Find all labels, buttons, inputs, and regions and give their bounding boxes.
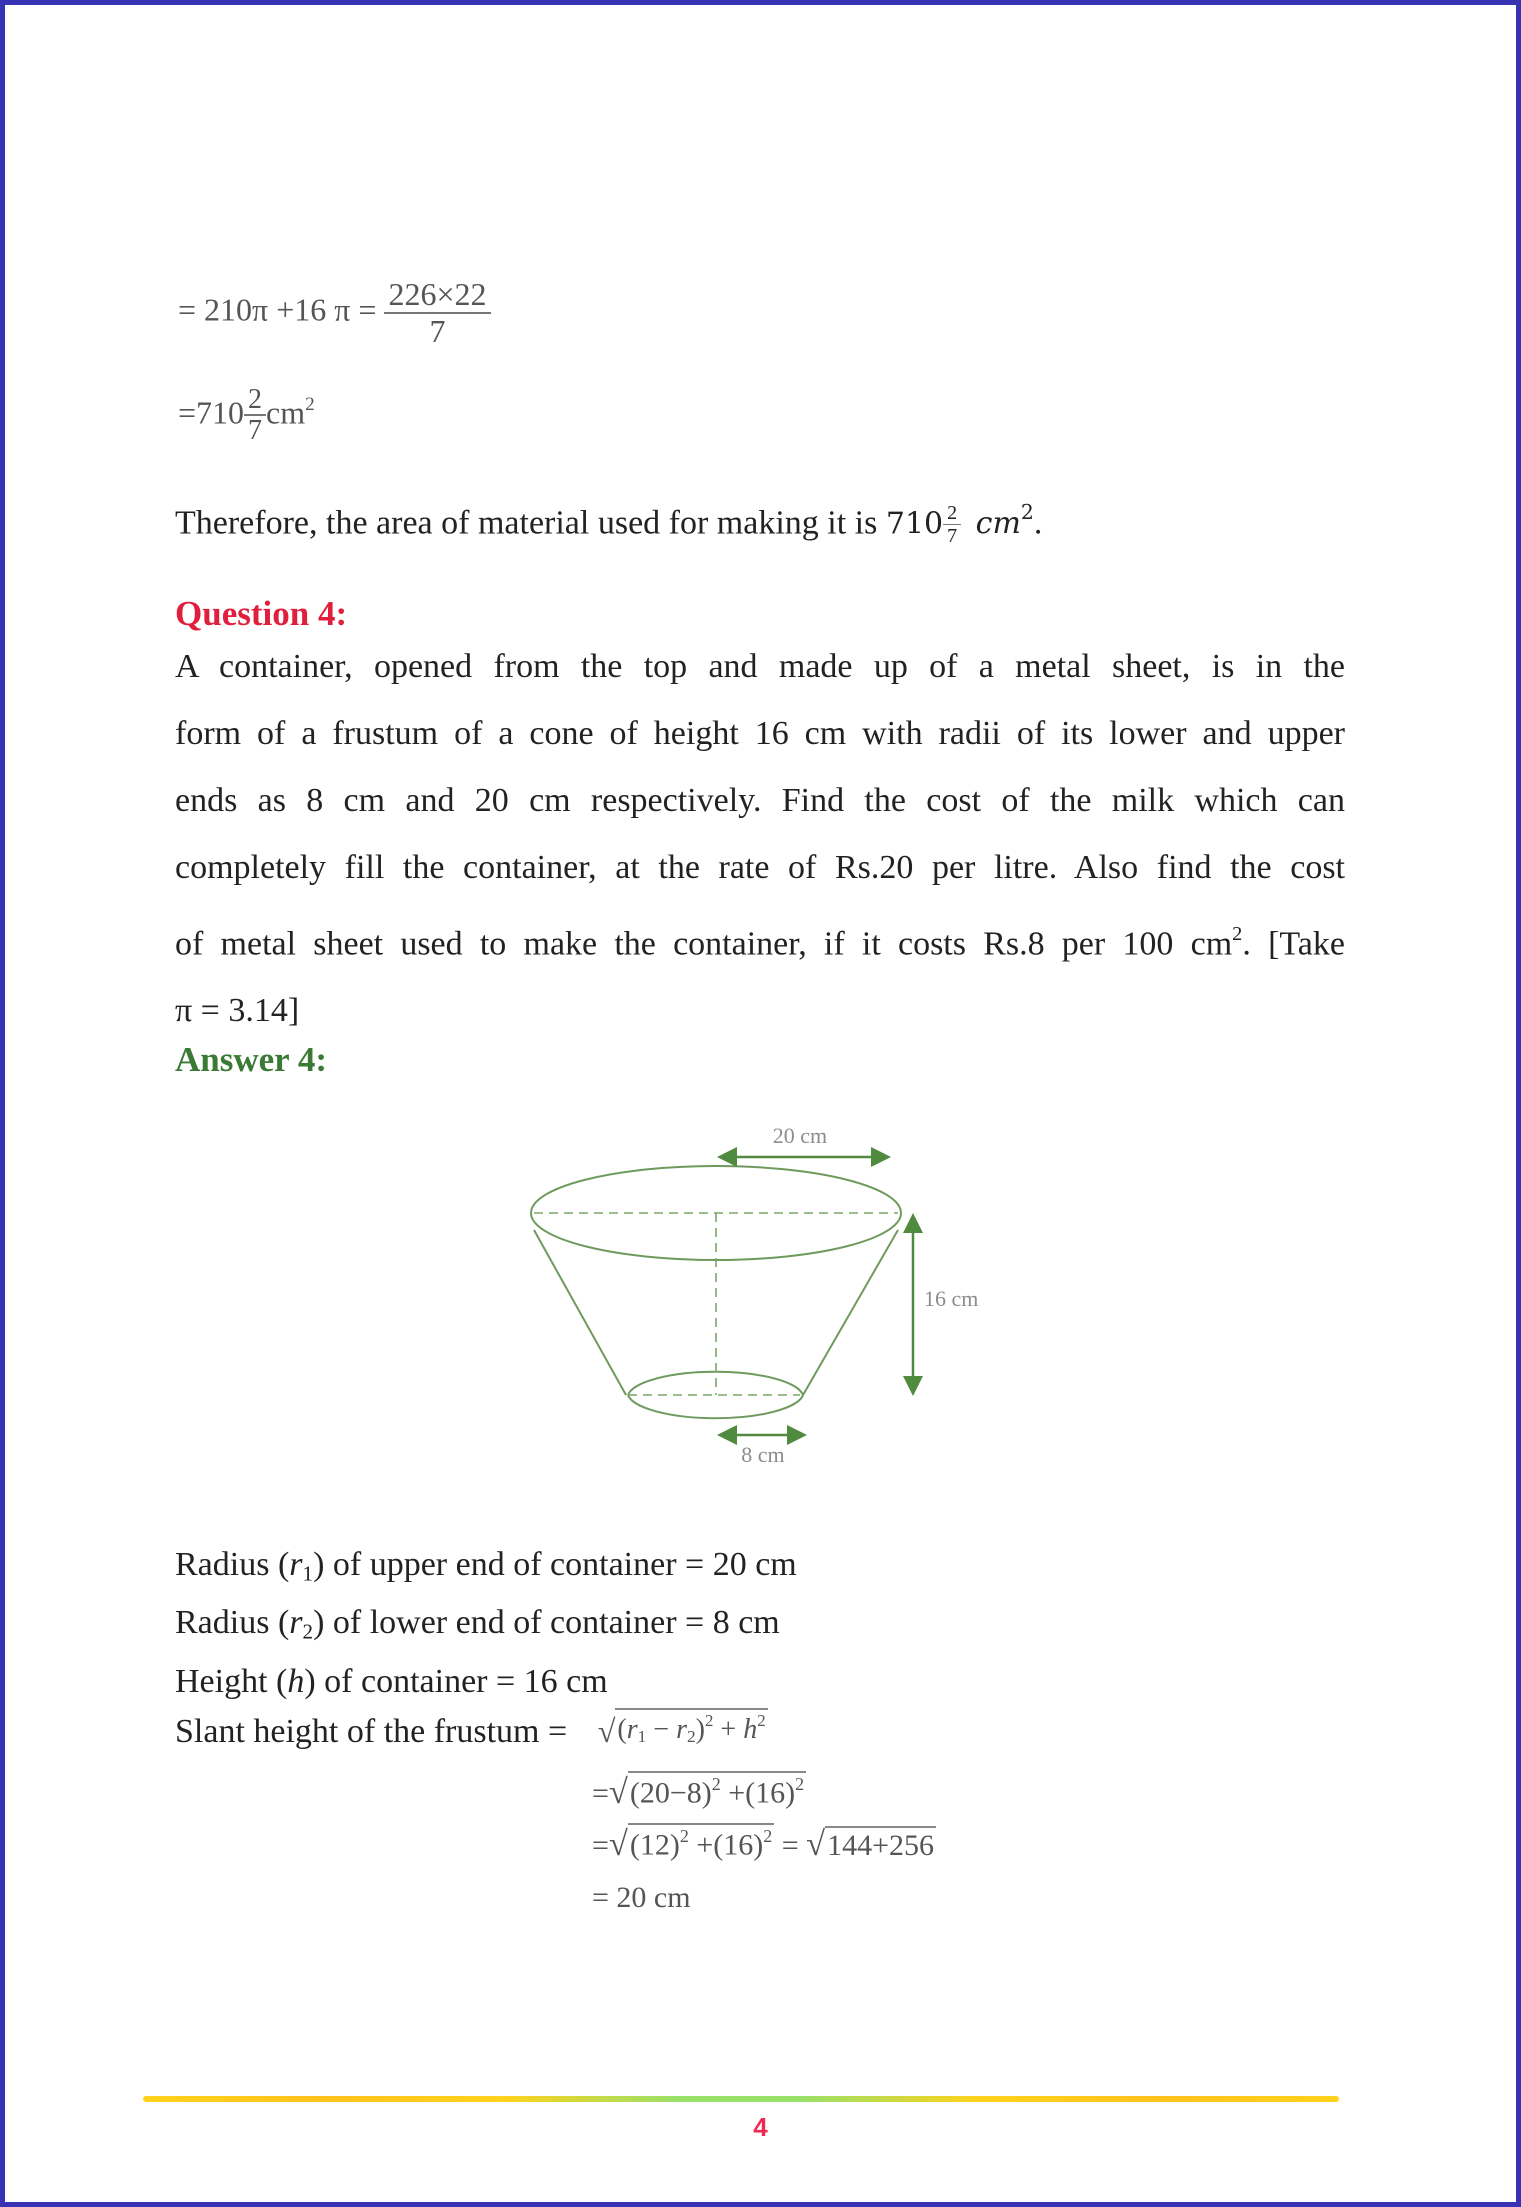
conclusion-unit-exponent: 2 bbox=[1020, 500, 1034, 524]
variable-subscript: 2 bbox=[302, 1619, 314, 1644]
frustum-diagram bbox=[500, 1100, 1020, 1480]
operator: = bbox=[592, 1829, 609, 1862]
conclusion-whole: 710 bbox=[885, 506, 944, 542]
variable-subscript: 2 bbox=[686, 1727, 696, 1747]
given-text: Height ( bbox=[175, 1662, 288, 1700]
term: +(16) bbox=[720, 1777, 796, 1810]
question-line-text: . [Take bbox=[1242, 925, 1345, 963]
conclusion-period: . bbox=[1033, 504, 1043, 542]
sqrt-icon: √ bbox=[608, 1773, 628, 1811]
fraction-numerator: 2 bbox=[943, 503, 961, 525]
variable: r bbox=[289, 1546, 303, 1583]
footer-divider bbox=[143, 2096, 1339, 2102]
conclusion-fraction bbox=[943, 503, 961, 547]
operator: + bbox=[713, 1714, 744, 1746]
exponent: 2 bbox=[757, 1711, 766, 1731]
sqrt-icon: √ bbox=[597, 1712, 616, 1749]
fraction bbox=[244, 385, 266, 447]
operator: − bbox=[653, 1714, 670, 1746]
dashed-guides bbox=[534, 1213, 898, 1395]
variable: r bbox=[626, 1714, 638, 1746]
conclusion-sentence bbox=[175, 478, 1042, 558]
variable: h bbox=[287, 1662, 305, 1700]
question-heading: Question 4: bbox=[175, 594, 348, 633]
page-number: 4 bbox=[753, 2112, 768, 2142]
fraction-numerator: 2 bbox=[244, 385, 266, 416]
exponent: 2 bbox=[679, 1826, 689, 1847]
given-text: ) of container = 16 cm bbox=[304, 1662, 608, 1700]
given-text: ) of upper end of container = 20 cm bbox=[313, 1546, 797, 1583]
variable-subscript: 1 bbox=[637, 1727, 647, 1747]
question-text bbox=[175, 633, 1345, 1044]
given-text: Radius ( bbox=[175, 1604, 290, 1642]
upper-radius-label: 20 cm bbox=[772, 1123, 828, 1148]
unit-exponent: 2 bbox=[305, 394, 315, 415]
fraction bbox=[384, 278, 490, 349]
square-root bbox=[806, 1826, 936, 1862]
result-whole: =710 bbox=[178, 394, 245, 431]
slant-height-steps bbox=[592, 1768, 936, 1924]
answer-heading: Answer 4: bbox=[175, 1040, 327, 1079]
variable: r bbox=[676, 1714, 687, 1746]
dimension-arrows bbox=[722, 1157, 913, 1435]
given-text: Radius ( bbox=[175, 1546, 290, 1583]
step-1 bbox=[592, 1768, 936, 1820]
variable: r bbox=[289, 1604, 303, 1642]
term: (12) bbox=[629, 1829, 680, 1862]
question-line: ends as 8 cm and 20 cm respectively. Find the cost of the milk which can bbox=[175, 782, 1345, 819]
sqrt-icon: √ bbox=[608, 1825, 628, 1863]
lower-radius-label: 8 cm bbox=[741, 1442, 785, 1467]
operator: = bbox=[592, 1777, 609, 1810]
slant-formula bbox=[597, 1708, 768, 1749]
slant-label: Slant height of the frustum = bbox=[175, 1712, 568, 1750]
square-root bbox=[609, 1823, 774, 1861]
height-label: 16 cm bbox=[924, 1286, 979, 1311]
fraction-denominator: 7 bbox=[947, 525, 958, 548]
question-line bbox=[175, 901, 1345, 977]
radicand bbox=[628, 1823, 774, 1861]
unit: cm bbox=[266, 394, 306, 431]
exponent: 2 bbox=[705, 1711, 714, 1731]
term: (20−8) bbox=[629, 1777, 712, 1810]
step-3: = 20 cm bbox=[592, 1881, 691, 1914]
variable: h bbox=[743, 1714, 758, 1746]
unit-exponent: 2 bbox=[1232, 923, 1243, 945]
radicand: $(r_1 - r_2)^2 + h^2$ bbox=[615, 1708, 767, 1746]
radicand bbox=[628, 1771, 806, 1809]
given-upper-radius bbox=[175, 1540, 797, 1598]
equation-lhs: = 210π +16 π = bbox=[178, 291, 377, 328]
variable-subscript: 1 bbox=[302, 1561, 314, 1586]
exponent: 2 bbox=[711, 1774, 721, 1795]
given-height bbox=[175, 1657, 797, 1707]
given-lower-radius bbox=[175, 1598, 797, 1656]
question-line: completely fill the container, at the rate of Rs.20 per litre. Also find the cost bbox=[175, 849, 1345, 886]
exponent: 2 bbox=[795, 1774, 805, 1795]
question-line: A container, opened from the top and made up of a metal sheet, is in the bbox=[175, 648, 1345, 685]
fraction-denominator: 7 bbox=[429, 312, 446, 349]
term: +(16) bbox=[688, 1829, 764, 1862]
fraction-denominator: 7 bbox=[248, 415, 263, 447]
square-root bbox=[609, 1771, 806, 1809]
given-values bbox=[175, 1540, 797, 1757]
question-line-text: of metal sheet used to make the container, if it costs Rs.8 per 100 cm bbox=[175, 925, 1233, 963]
slant-height-line bbox=[175, 1707, 797, 1757]
fraction-numerator: 226×22 bbox=[384, 278, 490, 314]
conclusion-text: Therefore, the area of material used for making it is bbox=[175, 504, 886, 542]
question-line: π = 3.14] bbox=[175, 992, 300, 1030]
equation-sum-pi bbox=[178, 278, 491, 349]
sqrt-icon: √ bbox=[806, 1825, 826, 1863]
given-text: ) of lower end of container = 8 cm bbox=[313, 1604, 780, 1642]
equation-result bbox=[178, 385, 315, 447]
exponent: 2 bbox=[763, 1826, 773, 1847]
radicand: 144+256 bbox=[825, 1826, 936, 1862]
step-2 bbox=[592, 1820, 936, 1872]
operator: = bbox=[774, 1829, 807, 1862]
question-line: form of a frustum of a cone of height 16 cm with radii of its lower and upper bbox=[175, 715, 1345, 752]
conclusion-unit: cm bbox=[975, 506, 1021, 542]
